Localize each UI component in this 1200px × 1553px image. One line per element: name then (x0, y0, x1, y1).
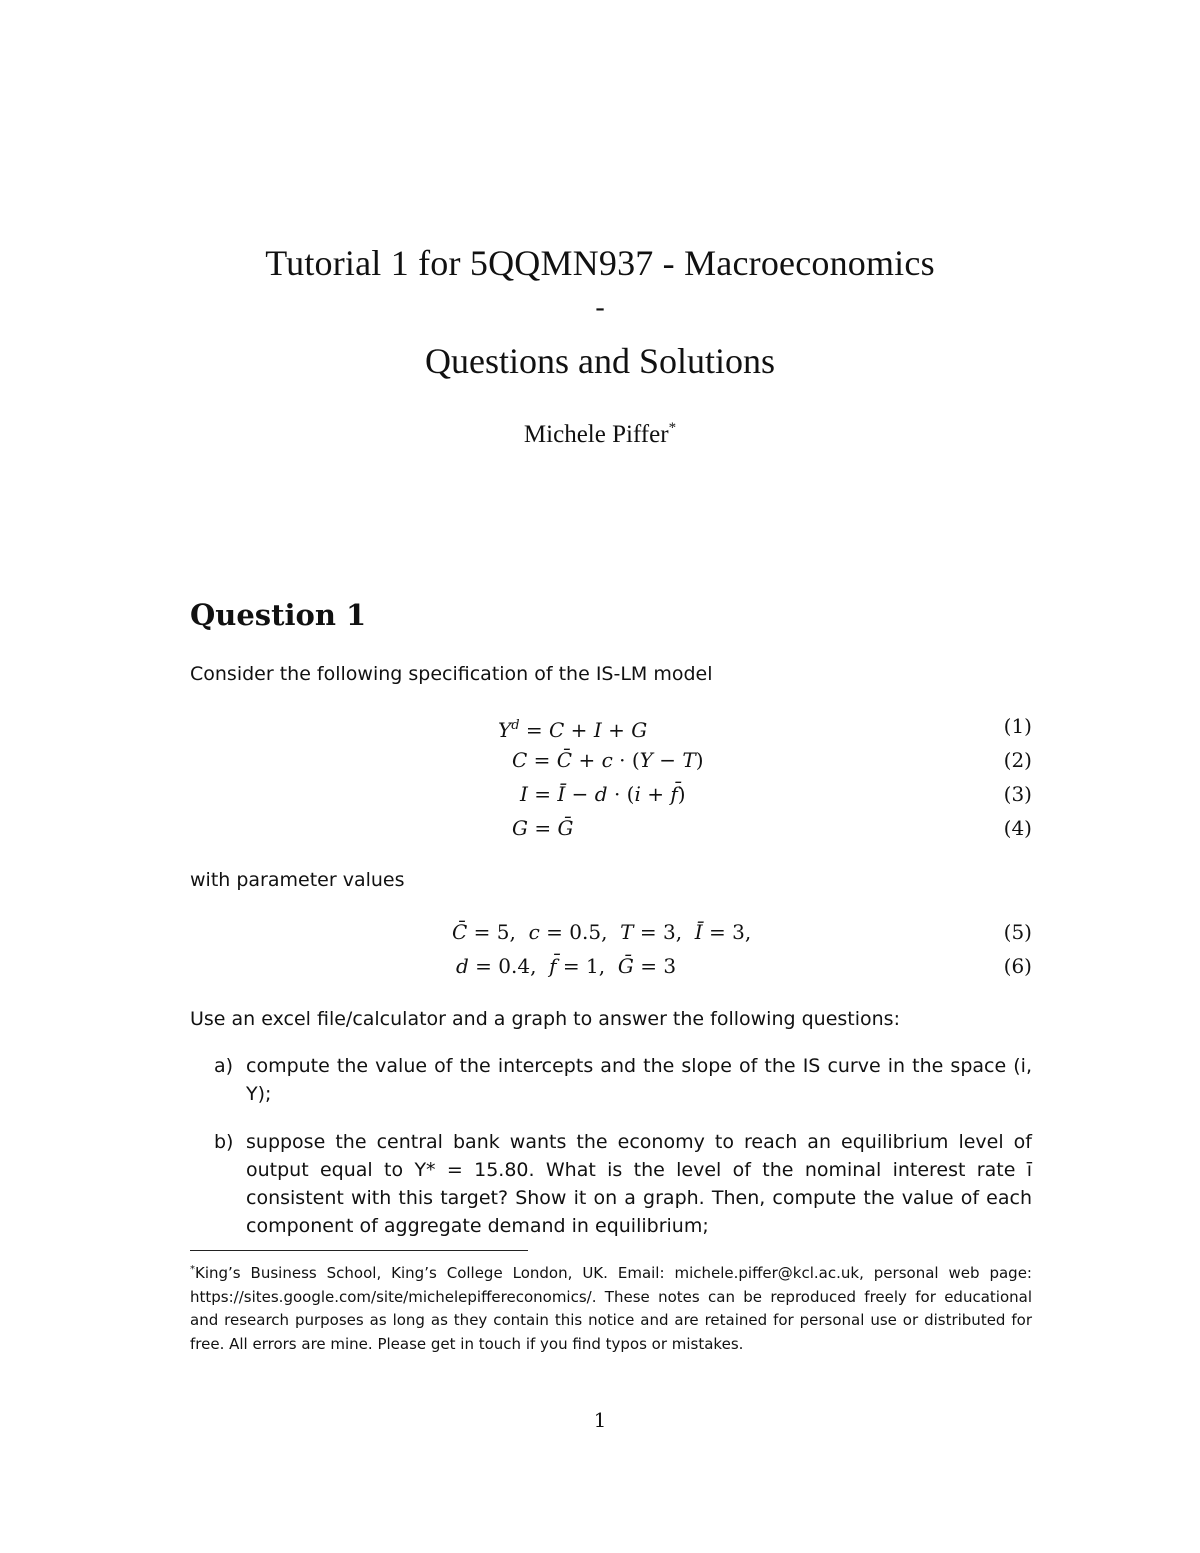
list-item-label: b) (214, 1131, 234, 1153)
author-name: Michele Piffer (523, 421, 669, 448)
equation-number: (4) (1003, 816, 1032, 840)
list-item-label: a) (214, 1055, 234, 1077)
author-footnote-mark: * (668, 420, 677, 436)
footnote-mark: * (190, 1264, 195, 1275)
equation-number: (5) (1003, 920, 1032, 944)
title-separator: - (595, 292, 605, 323)
equation: $Y^d = C + I + G$ (498, 718, 648, 742)
author-line (0, 420, 1200, 449)
equation: G = Ḡ (512, 816, 574, 840)
equation: C̄ = 5, c = 0.5, T = 3, Ī = 3, (452, 920, 752, 944)
footnote-text: King’s Business School, King’s College London, UK. Email: michele.piffer@kcl.ac.uk, personal web page: https://sites.google.com/site/michelepiffereconomics/. These notes can be reproduced freely for educational and research purposes as long as they contain this notice and are retained for personal use or distributed for free. All errors are mine. Please get in touch if you find typos or mistakes. (190, 1264, 1032, 1353)
document-title-line1: Tutorial 1 for 5QQMN937 - Macroeconomics (265, 243, 935, 283)
page-number: 1 (593, 1408, 607, 1432)
parameter-intro: with parameter values (190, 869, 405, 891)
list-item-text: suppose the central bank wants the economy to reach an equilibrium level of output equal to Y* = 15.80. What is the level of the nominal interest rate ī consistent with this target? Show it on a graph. Then, compute the value of each component of aggregate demand in equilibrium; (246, 1131, 1032, 1237)
footnote (190, 1258, 1032, 1356)
equation-row (190, 952, 1032, 982)
document-title-line2: Questions and Solutions (424, 341, 775, 381)
footnote-divider (190, 1250, 528, 1251)
section-heading: Question 1 (190, 598, 367, 632)
equation-number: (2) (1003, 748, 1032, 772)
equation-row (190, 780, 1032, 810)
equation-number: (6) (1003, 954, 1032, 978)
instructions-paragraph: Use an excel file/calculator and a graph to answer the following questions: (190, 1008, 900, 1030)
list-item-text: compute the value of the intercepts and the slope of the IS curve in the space (i, Y); (246, 1055, 1032, 1105)
equation-row (190, 712, 1032, 742)
equation-row (190, 918, 1032, 948)
equation: C = C̄ + c · (Y − T) (512, 748, 704, 772)
equation-row (190, 814, 1032, 844)
equation-number: (3) (1003, 782, 1032, 806)
equation: d = 0.4, f̄ = 1, Ḡ = 3 (456, 954, 677, 978)
equation-number: (1) (1003, 714, 1032, 738)
equation-row (190, 746, 1032, 776)
intro-paragraph: Consider the following specification of the IS-LM model (190, 663, 713, 685)
equation: I = Ī − d · (i + f̄) (520, 782, 686, 806)
